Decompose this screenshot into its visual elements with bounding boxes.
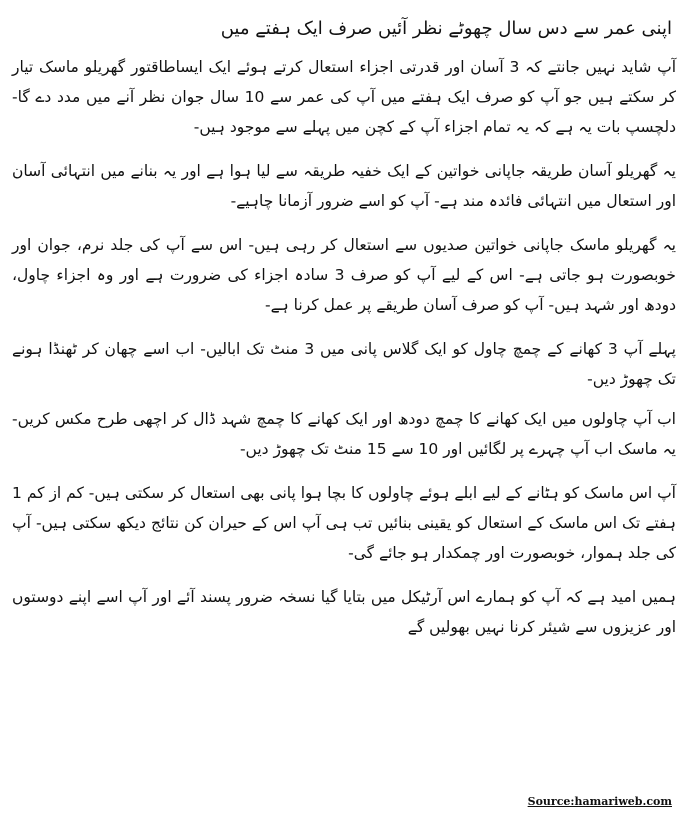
article-paragraph-4: پہلے آپ 3 کھانے کے چمچ چاول کو ایک گلاس پانی میں 3 منٹ تک ابالیں- اب اسے چھان کر ٹھنڈا ہونے تک چھوڑ دیں-	[12, 340, 676, 388]
article-paragraph-5: اب آپ چاولوں میں ایک کھانے کا چمچ دودھ اور ایک کھانے کا چمچ شہد ڈال کر اچھی طرح مکس کریں- یہ ماسک اب آپ چہرے پر لگائیں اور 10 سے 15 منٹ تک چھوڑ دیں-	[12, 410, 676, 458]
article-paragraph-7: ہمیں امید ہے کہ آپ کو ہمارے اس آرٹیکل میں بتایا گیا نسخہ ضرور پسند آئے اور آپ اسے اپنے دوستوں اور عزیزوں سے شیئر کرنا نہیں بھولیں گے	[12, 588, 676, 636]
article-paragraph-2: یہ گھریلو آسان طریقہ جاپانی خواتین کے ایک خفیہ طریقہ سے لیا ہوا ہے اور یہ بنانے میں انتہائی آسان اور استعال میں انتہائی فائدہ مند ہے- آپ کو اسے ضرور آزمانا چاہیے-	[12, 162, 676, 210]
source-link[interactable]: Source:hamariweb.com	[527, 795, 672, 808]
article-paragraph-1: آپ شاید نہیں جانتے کہ 3 آسان اور قدرتی اجزاء استعال کرتے ہوئے ایک ایساطاقتور گھریلو ماسک تیار کر سکتے ہیں جو آپ کو صرف ایک ہفتے میں آپ کی عمر سے 10 سال جوان نظر آنے میں مدد دے گا- دلچسپ بات یہ ہے کہ یہ تمام اجزاء آپ کے کچن میں پہلے سے موجود ہیں-	[12, 58, 676, 136]
article-paragraph-3: یہ گھریلو ماسک جاپانی خواتین صدیوں سے استعال کر رہی ہیں- اس سے آپ کی جلد نرم، جوان اور خوبصورت ہو جاتی ہے- اس کے لیے آپ کو صرف 3 سادہ اجزاء کی ضرورت ہے اور وہ اجزاء چاول، دودھ اور شہد ہیں- آپ کو صرف آسان طریقے پر عمل کرنا ہے-	[12, 236, 676, 314]
article-paragraph-6: آپ اس ماسک کو ہٹانے کے لیے ابلے ہوئے چاولوں کا بچا ہوا پانی بھی استعال کر سکتی ہیں- کم از کم 1 ہفتے تک اس ماسک کے استعال کو یقینی بنائیں تب ہی آپ اس کے حیران کن نتائج دیکھ سکتی ہیں- آپ کی جلد ہموار، خوبصورت اور چمکدار ہو جائے گی-	[12, 484, 676, 562]
article-title: اپنی عمر سے دس سال چھوٹے نظر آئیں صرف ایک ہفتے میں	[220, 18, 672, 39]
